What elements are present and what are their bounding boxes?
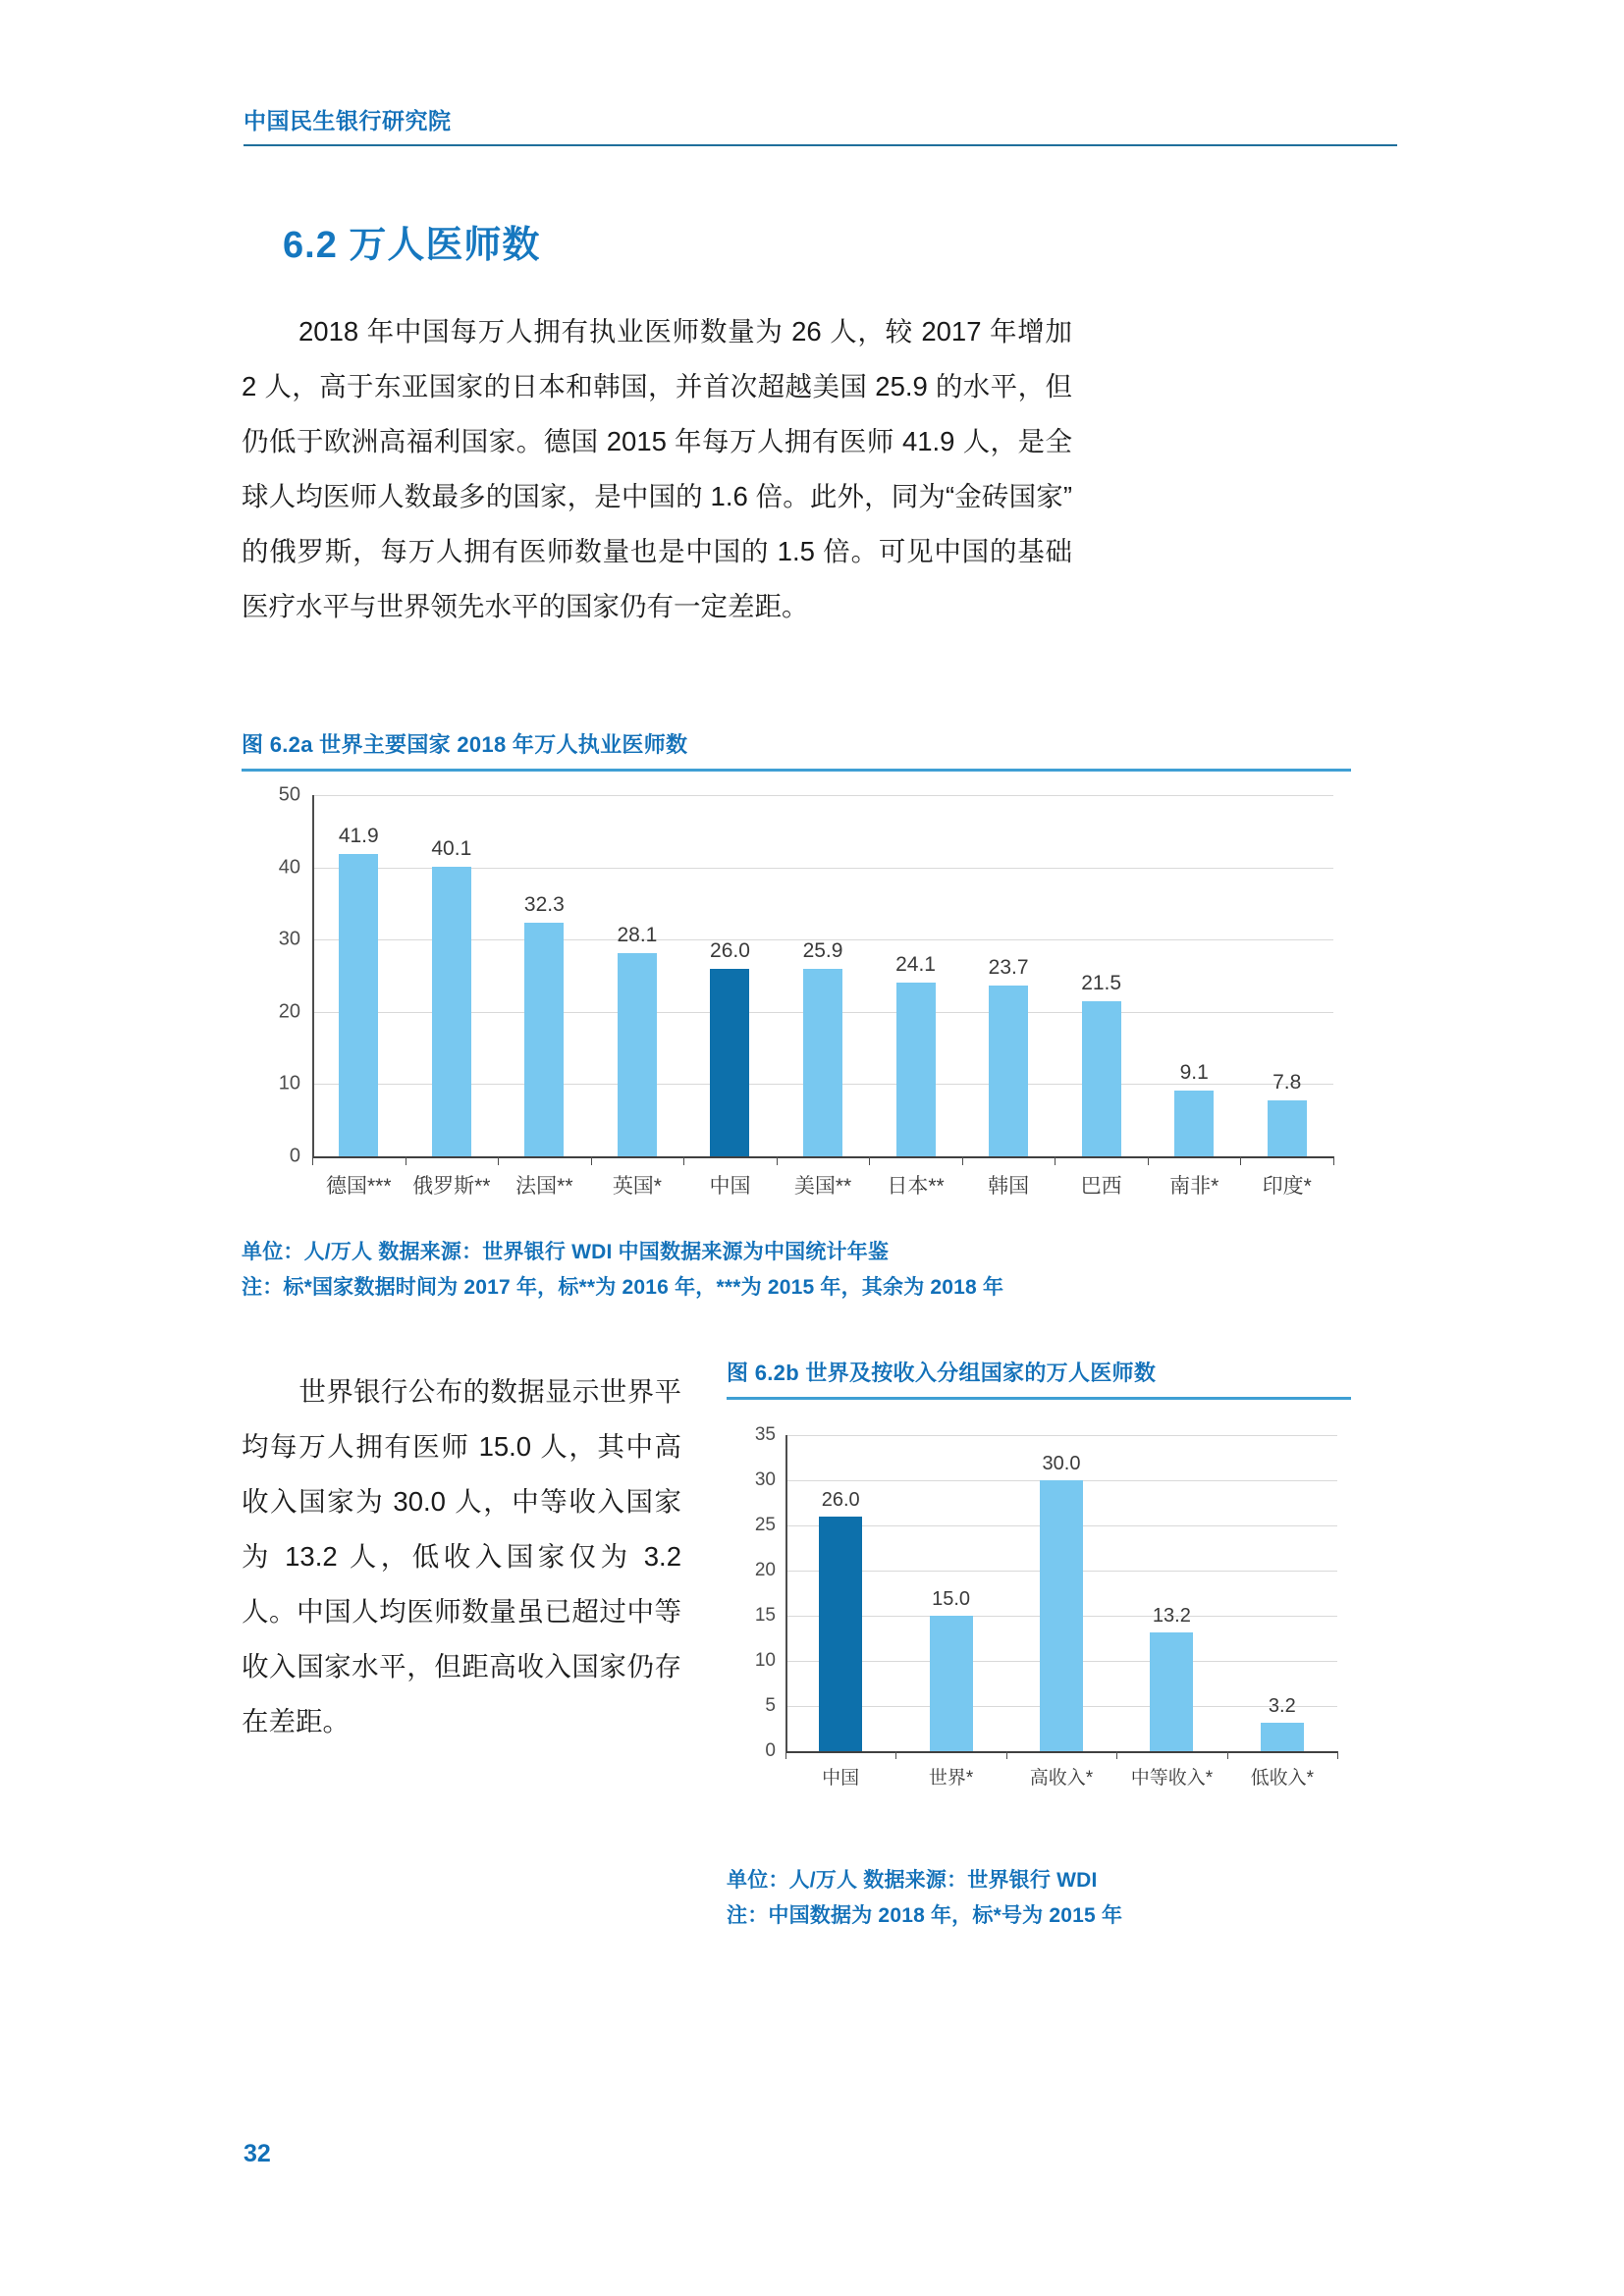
y-axis-tick-label: 20 xyxy=(278,1000,300,1023)
figure-b-notes xyxy=(727,1863,1355,1934)
y-axis-line xyxy=(312,795,314,1157)
x-axis-tick xyxy=(1148,1156,1149,1165)
y-axis-tick-label: 20 xyxy=(754,1560,776,1580)
x-axis-category-label: 日本** xyxy=(887,1175,945,1198)
x-axis-tick xyxy=(312,1156,313,1165)
header-institution-name: 中国民生银行研究院 xyxy=(244,108,452,133)
bar-value-label: 24.1 xyxy=(895,952,936,976)
x-axis-category-label: 巴西 xyxy=(1080,1175,1122,1198)
x-axis-category-label: 世界* xyxy=(928,1768,974,1789)
bar-美国** xyxy=(803,969,842,1156)
bar-value-label: 7.8 xyxy=(1272,1070,1302,1094)
x-axis-tick xyxy=(895,1751,896,1759)
bar-德国*** xyxy=(339,854,378,1156)
bar-南非* xyxy=(1174,1091,1214,1156)
y-axis-tick-label: 30 xyxy=(754,1469,776,1490)
x-axis-category-label: 中等收入* xyxy=(1130,1768,1214,1789)
bar-value-label: 30.0 xyxy=(1042,1453,1081,1474)
figure-a-unit-source: 单位：人/万人 数据来源：世界银行 WDI 中国数据来源为中国统计年鉴 xyxy=(242,1241,890,1263)
x-axis-tick xyxy=(777,1156,778,1165)
figure-6-2b-chart xyxy=(727,1421,1351,1806)
y-axis-tick-label: 0 xyxy=(289,1145,300,1167)
bar-世界* xyxy=(930,1616,973,1751)
figure-a-notes xyxy=(242,1235,1361,1306)
bar-中国 xyxy=(819,1517,862,1751)
x-axis-tick xyxy=(591,1156,592,1165)
x-axis-tick xyxy=(962,1156,963,1165)
figure-6-2a-chart xyxy=(242,785,1351,1217)
page-number: 32 xyxy=(244,2140,271,2167)
gridline xyxy=(312,795,1333,796)
running-header xyxy=(244,108,1397,146)
bar-高收入* xyxy=(1040,1480,1083,1751)
bar-中国 xyxy=(710,969,749,1156)
x-axis-tick xyxy=(1006,1751,1007,1759)
intro-paragraph xyxy=(242,304,1072,634)
x-axis-category-label: 高收入* xyxy=(1029,1768,1094,1789)
x-axis-tick xyxy=(785,1751,786,1759)
x-axis-category-label: 德国*** xyxy=(326,1175,392,1198)
intro-paragraph-text: 2018 年中国每万人拥有执业医师数量为 26 人，较 2017 年增加 2 人，高于东亚国家的日本和韩国，并首次超越美国 25.9 的水平，但仍低于欧洲高福利国家。德国 2015 年每万人拥有医师 41.9 人，是全球人均医师人数最多的国家，是中国的 1.6 倍。此外，同为“金砖国家”的俄罗斯，每万人拥有医师数量也是中国的 1.5 倍。可见中国的基础医疗水平与世界领先水平的国家仍有一定差距。 xyxy=(242,316,1072,621)
x-axis-tick xyxy=(683,1156,684,1165)
figure-a-caption-block xyxy=(242,728,1351,772)
y-axis-tick-label: 5 xyxy=(765,1695,776,1716)
bar-value-label: 23.7 xyxy=(988,955,1029,979)
y-axis-tick-label: 10 xyxy=(278,1072,300,1095)
lower-paragraph-text: 世界银行公布的数据显示世界平均每万人拥有医师 15.0 人，其中高收入国家为 30.0 人，中等收入国家为 13.2 人，低收入国家仅为 3.2 人。中国人均医师数量虽已超过中等收入国家水平，但距高收入国家仍存在差距。 xyxy=(242,1376,681,1736)
x-axis-category-label: 中国 xyxy=(709,1175,751,1198)
x-axis-line xyxy=(785,1751,1337,1753)
y-axis-tick-label: 30 xyxy=(278,928,300,950)
x-axis-tick xyxy=(1337,1751,1338,1759)
bar-俄罗斯** xyxy=(432,867,471,1156)
figure-a-note: 注：标*国家数据时间为 2017 年，标**为 2016 年，***为 2015 年，其余为 2018 年 xyxy=(242,1276,1004,1299)
bar-value-label: 13.2 xyxy=(1152,1604,1191,1627)
y-axis-tick-label: 35 xyxy=(754,1424,776,1445)
x-axis-line xyxy=(312,1156,1333,1158)
bar-韩国 xyxy=(989,986,1028,1156)
bar-英国* xyxy=(618,953,657,1156)
y-axis-tick-label: 50 xyxy=(278,783,300,806)
x-axis-category-label: 南非* xyxy=(1169,1175,1219,1198)
bar-法国** xyxy=(524,923,564,1156)
bar-value-label: 28.1 xyxy=(617,924,658,947)
bar-value-label: 9.1 xyxy=(1179,1061,1209,1085)
bar-中等收入* xyxy=(1150,1632,1193,1751)
x-axis-category-label: 英国* xyxy=(612,1175,662,1198)
y-axis-tick-label: 15 xyxy=(754,1605,776,1626)
x-axis-category-label: 低收入* xyxy=(1250,1768,1314,1789)
header-divider xyxy=(244,144,1397,146)
figure-b-note: 注：中国数据为 2018 年，标*号为 2015 年 xyxy=(727,1904,1123,1927)
bar-value-label: 25.9 xyxy=(802,939,843,963)
bar-value-label: 21.5 xyxy=(1081,971,1122,994)
bar-value-label: 15.0 xyxy=(932,1588,971,1610)
x-axis-category-label: 俄罗斯** xyxy=(412,1175,491,1198)
x-axis-category-label: 印度* xyxy=(1262,1175,1312,1198)
bar-value-label: 32.3 xyxy=(523,893,565,917)
x-axis-tick xyxy=(1055,1156,1056,1165)
y-axis-tick-label: 25 xyxy=(754,1515,776,1535)
y-axis-line xyxy=(785,1435,787,1752)
x-axis-tick xyxy=(498,1156,499,1165)
x-axis-tick xyxy=(1116,1751,1117,1759)
bar-value-label: 3.2 xyxy=(1268,1694,1296,1717)
bar-日本** xyxy=(896,983,936,1156)
bar-value-label: 26.0 xyxy=(821,1488,860,1511)
x-axis-tick xyxy=(1240,1156,1241,1165)
x-axis-category-label: 法国** xyxy=(515,1175,573,1198)
x-axis-tick xyxy=(869,1156,870,1165)
figure-a-caption: 图 6.2a 世界主要国家 2018 年万人执业医师数 xyxy=(242,732,688,757)
x-axis-tick xyxy=(1227,1751,1228,1759)
bar-巴西 xyxy=(1082,1001,1121,1156)
x-axis-tick xyxy=(1333,1156,1334,1165)
bar-value-label: 40.1 xyxy=(431,836,472,860)
y-axis-tick-label: 10 xyxy=(754,1650,776,1671)
figure-b-unit-source: 单位：人/万人 数据来源：世界银行 WDI xyxy=(727,1869,1098,1892)
section-heading: 6.2 万人医师数 xyxy=(283,225,541,266)
bar-value-label: 26.0 xyxy=(710,938,750,962)
figure-b-caption-rule xyxy=(727,1397,1351,1400)
x-axis-category-label: 中国 xyxy=(822,1768,860,1789)
y-axis-tick-label: 0 xyxy=(765,1740,776,1761)
figure-a-caption-rule xyxy=(242,769,1351,772)
gridline xyxy=(785,1435,1337,1436)
y-axis-tick-label: 40 xyxy=(278,856,300,879)
x-axis-category-label: 美国** xyxy=(793,1175,852,1198)
x-axis-category-label: 韩国 xyxy=(988,1175,1030,1198)
bar-低收入* xyxy=(1261,1723,1304,1751)
bar-value-label: 41.9 xyxy=(338,824,379,847)
lower-paragraph xyxy=(242,1364,681,1749)
figure-b-caption-block xyxy=(727,1357,1351,1400)
figure-b-caption: 图 6.2b 世界及按收入分组国家的万人医师数 xyxy=(727,1361,1157,1385)
bar-印度* xyxy=(1268,1100,1307,1156)
